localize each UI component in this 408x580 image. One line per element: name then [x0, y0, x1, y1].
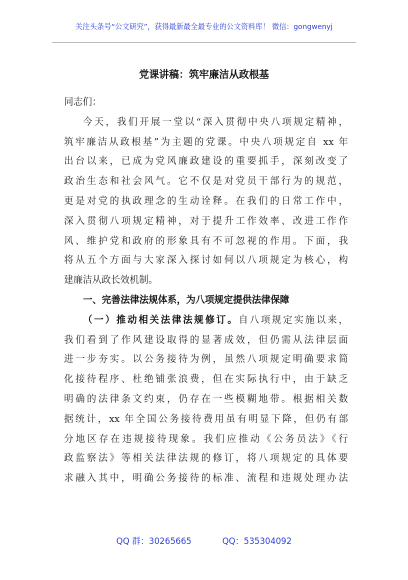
paragraph-line: 出台以来，已成为党风廉政建设的重要抓手，深刻改变了 — [64, 156, 348, 168]
footer-qq: QQ：535304092 — [222, 536, 292, 546]
paragraph-line: 分地区存在违规接待现象。我们应推动《公务员法》《行 — [64, 433, 348, 445]
paragraph-line: 深入贯彻八项规定精神，对于提升工作效率、改进工作作 — [64, 215, 348, 227]
document-title: 党课讲稿：筑牢廉洁从政根基 — [139, 70, 269, 81]
paragraph-line: 今天，我们开展一堂以“深入贯彻中央八项规定精神， — [83, 116, 348, 128]
paragraph-line: 风、维护党和政府的形象具有不可忽视的作用。下面，我 — [64, 235, 348, 247]
paragraph-line: 进一步夯实。以公务接待为例，虽然八项规定明确要求简 — [64, 354, 348, 366]
paragraph-line: 明确的法律条文约束，仍存在一些模糊地带。根据相关数 — [64, 393, 348, 405]
header-divider — [52, 42, 356, 43]
footer-qq-group: QQ 群：30265665 — [116, 536, 192, 546]
paragraph-line: 化接待程序、杜绝铺张浪费，但在实际执行中，由于缺乏 — [64, 374, 348, 386]
document-body — [64, 93, 348, 489]
paragraph-line: 建廉洁从政长效机制。 — [64, 275, 158, 287]
paragraph-line: 将从五个方面与大家深入探讨如何以八项规定为核心，构 — [64, 255, 348, 267]
paragraph-text: 自八项规定实施以来， — [238, 314, 348, 326]
header-banner: 关注头条号“公文研究”，获得最新最全最专业的公文资料库！ 微信：gongwenyj — [75, 22, 333, 31]
salutation: 同志们： — [64, 97, 102, 108]
paragraph-line: 我们看到了作风建设取得的显著成效，但仍需从法律层面 — [64, 334, 348, 346]
paragraph-line: 筑牢廉洁从政根基”为主题的党课。中央八项规定自 xx 年 — [64, 136, 348, 148]
subsection-line — [64, 311, 348, 331]
section-heading: 一、完善法律法规体系，为八项规定提供法律保障 — [83, 294, 290, 306]
subsection-heading: （一）推动相关法律法规修订。 — [83, 314, 239, 326]
paragraph-line: 政监察法》等相关法律法规的修订，将八项规定的具体要 — [64, 453, 348, 465]
paragraph-line: 据统计，xx 年全国公务接待费用虽有明显下降，但仍有部 — [64, 413, 348, 425]
paragraph-line: 更是对党的执政理念的生动诠释。在我们的日常工作中， — [64, 195, 348, 207]
footer-contact — [0, 535, 408, 547]
paragraph-line: 政治生态和社会风气。它不仅是对党员干部行为的规范， — [64, 176, 348, 188]
paragraph-line: 求融入其中，明确公务接待的标准、流程和违规处理办法 — [64, 473, 348, 485]
